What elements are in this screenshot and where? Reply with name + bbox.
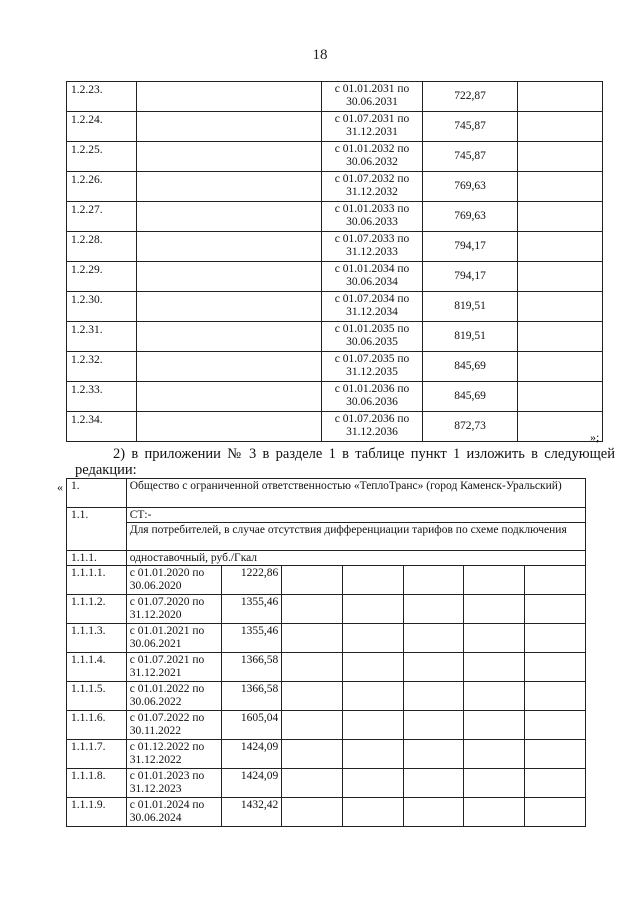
period-cell bbox=[322, 322, 423, 352]
one-part-label: одноставочный, руб./Гкал bbox=[126, 551, 585, 566]
period-end: 31.12.2023 bbox=[129, 783, 182, 795]
row-num: 1.2.28. bbox=[67, 232, 137, 262]
empty-cell bbox=[403, 711, 464, 740]
tariff-value: 819,51 bbox=[423, 292, 518, 322]
tariff-value: 1355,46 bbox=[222, 624, 282, 653]
period-start: с 01.07.2021 по bbox=[129, 654, 205, 666]
table-row bbox=[67, 322, 603, 352]
period-end: 31.12.2020 bbox=[129, 609, 182, 621]
period-end: 30.11.2022 bbox=[129, 725, 182, 737]
row-num: 1.1.1.4. bbox=[67, 653, 127, 682]
opening-quote-mark: « bbox=[57, 480, 63, 494]
period-cell bbox=[126, 682, 222, 711]
table-row bbox=[67, 382, 603, 412]
period-cell bbox=[322, 262, 423, 292]
empty-cell bbox=[282, 566, 343, 595]
empty-cell bbox=[137, 322, 322, 352]
empty-cell bbox=[342, 566, 403, 595]
tariff-value: 1366,58 bbox=[222, 682, 282, 711]
empty-cell bbox=[403, 595, 464, 624]
empty-cell bbox=[342, 798, 403, 827]
tariff-value: 1605,04 bbox=[222, 711, 282, 740]
period-cell bbox=[126, 769, 222, 798]
period-start: с 01.07.2036 по bbox=[334, 413, 410, 425]
row-num: 1.2.30. bbox=[67, 292, 137, 322]
empty-cell bbox=[525, 740, 586, 769]
empty-cell bbox=[464, 566, 525, 595]
period-start: с 01.01.2022 по bbox=[129, 683, 205, 695]
empty-cell bbox=[525, 624, 586, 653]
row-num: 1.2.33. bbox=[67, 382, 137, 412]
period-end: 30.06.2035 bbox=[346, 336, 398, 348]
period-cell bbox=[322, 412, 423, 442]
page-number: 18 bbox=[312, 47, 328, 63]
empty-cell bbox=[518, 172, 603, 202]
row-num: 1.1.1.9. bbox=[67, 798, 127, 827]
period-cell bbox=[322, 82, 423, 112]
empty-cell bbox=[464, 798, 525, 827]
empty-cell bbox=[518, 232, 603, 262]
period-start: с 01.07.2031 по bbox=[334, 113, 410, 125]
empty-cell bbox=[464, 740, 525, 769]
org-row bbox=[67, 479, 586, 508]
row-num: 1.2.34. bbox=[67, 412, 137, 442]
empty-cell bbox=[403, 624, 464, 653]
period-end: 31.12.2033 bbox=[346, 246, 398, 258]
tariff-value: 819,51 bbox=[423, 322, 518, 352]
tariff-value: 1355,46 bbox=[222, 595, 282, 624]
period-end: 31.12.2032 bbox=[346, 186, 398, 198]
empty-cell bbox=[137, 172, 322, 202]
empty-cell bbox=[518, 202, 603, 232]
one-part-row bbox=[67, 551, 586, 566]
empty-cell bbox=[282, 740, 343, 769]
one-part-num: 1.1.1. bbox=[67, 551, 127, 566]
period-cell bbox=[126, 711, 222, 740]
empty-cell bbox=[342, 711, 403, 740]
st-row bbox=[67, 508, 586, 523]
period-end: 31.12.2036 bbox=[346, 426, 398, 438]
period-start: с 01.12.2022 по bbox=[129, 741, 205, 753]
row-num: 1.1.1.3. bbox=[67, 624, 127, 653]
empty-cell bbox=[137, 292, 322, 322]
tariff-value: 1432,42 bbox=[222, 798, 282, 827]
period-cell bbox=[322, 352, 423, 382]
period-end: 31.12.2021 bbox=[129, 667, 182, 679]
tariff-value: 845,69 bbox=[423, 352, 518, 382]
row-num: 1.2.27. bbox=[67, 202, 137, 232]
empty-cell bbox=[282, 769, 343, 798]
row-num: 1.2.25. bbox=[67, 142, 137, 172]
table-row bbox=[67, 292, 603, 322]
empty-cell bbox=[137, 412, 322, 442]
empty-cell bbox=[403, 769, 464, 798]
period-cell bbox=[322, 232, 423, 262]
period-end: 30.06.2033 bbox=[346, 216, 398, 228]
period-end: 31.12.2031 bbox=[346, 126, 398, 138]
period-start: с 01.01.2035 по bbox=[334, 323, 410, 335]
diff-label: Для потребителей, в случае отсутствия дифференциации тарифов по схеме подключения bbox=[126, 523, 585, 551]
tariff-value: 745,87 bbox=[423, 112, 518, 142]
period-end: 30.06.2034 bbox=[346, 276, 398, 288]
period-start: с 01.01.2033 по bbox=[334, 203, 410, 215]
period-start: с 01.07.2032 по bbox=[334, 173, 410, 185]
row-num: 1.2.29. bbox=[67, 262, 137, 292]
tariff-table-continuation bbox=[66, 81, 603, 442]
table-row bbox=[67, 740, 586, 769]
empty-cell bbox=[464, 711, 525, 740]
empty-cell bbox=[464, 682, 525, 711]
row-num: 1.2.24. bbox=[67, 112, 137, 142]
empty-cell bbox=[403, 740, 464, 769]
empty-cell bbox=[342, 769, 403, 798]
period-cell bbox=[322, 382, 423, 412]
empty-cell bbox=[518, 292, 603, 322]
empty-cell bbox=[282, 798, 343, 827]
period-end: 30.06.2022 bbox=[129, 696, 182, 708]
empty-cell bbox=[403, 682, 464, 711]
tariff-value: 845,69 bbox=[423, 382, 518, 412]
row-num: 1.1.1.1. bbox=[67, 566, 127, 595]
table-row bbox=[67, 172, 603, 202]
empty-cell bbox=[137, 202, 322, 232]
empty-cell bbox=[342, 740, 403, 769]
period-end: 30.06.2031 bbox=[346, 96, 398, 108]
period-start: с 01.01.2034 по bbox=[334, 263, 410, 275]
period-end: 30.06.2021 bbox=[129, 638, 182, 650]
table-row bbox=[67, 769, 586, 798]
table-row bbox=[67, 682, 586, 711]
empty-cell bbox=[518, 82, 603, 112]
tariff-value: 1222,86 bbox=[222, 566, 282, 595]
row-num: 1.1.1.5. bbox=[67, 682, 127, 711]
period-start: с 01.01.2036 по bbox=[334, 383, 410, 395]
table-row bbox=[67, 798, 586, 827]
tariff-value: 769,63 bbox=[423, 172, 518, 202]
empty-cell bbox=[137, 82, 322, 112]
row-num: 1.2.26. bbox=[67, 172, 137, 202]
period-start: с 01.01.2032 по bbox=[334, 143, 410, 155]
diff-row bbox=[67, 523, 586, 551]
row-num: 1.1.1.6. bbox=[67, 711, 127, 740]
period-start: с 01.01.2031 по bbox=[334, 83, 410, 95]
empty-cell bbox=[137, 382, 322, 412]
tariff-value: 1366,58 bbox=[222, 653, 282, 682]
empty-cell bbox=[137, 232, 322, 262]
period-cell bbox=[322, 142, 423, 172]
empty-cell bbox=[342, 624, 403, 653]
table-row bbox=[67, 412, 603, 442]
empty-cell bbox=[403, 798, 464, 827]
period-end: 31.12.2022 bbox=[129, 754, 182, 766]
table-row bbox=[67, 142, 603, 172]
empty-cell bbox=[525, 711, 586, 740]
st-num: 1.1. bbox=[67, 508, 127, 551]
tariff-value: 1424,09 bbox=[222, 769, 282, 798]
period-start: с 01.07.2035 по bbox=[334, 353, 410, 365]
period-start: с 01.07.2022 по bbox=[129, 712, 205, 724]
empty-cell bbox=[518, 382, 603, 412]
table-row bbox=[67, 711, 586, 740]
period-cell bbox=[322, 172, 423, 202]
period-start: с 01.01.2023 по bbox=[129, 770, 205, 782]
table-row bbox=[67, 595, 586, 624]
tariff-table-new-edition bbox=[66, 478, 586, 827]
period-cell bbox=[322, 292, 423, 322]
row-num: 1.1.1.2. bbox=[67, 595, 127, 624]
empty-cell bbox=[518, 352, 603, 382]
period-end: 31.12.2035 bbox=[346, 366, 398, 378]
empty-cell bbox=[403, 566, 464, 595]
period-start: с 01.01.2021 по bbox=[129, 625, 205, 637]
empty-cell bbox=[525, 682, 586, 711]
period-start: с 01.07.2034 по bbox=[334, 293, 410, 305]
table-row bbox=[67, 82, 603, 112]
table-row bbox=[67, 202, 603, 232]
period-start: с 01.01.2020 по bbox=[129, 567, 205, 579]
row-num: 1.2.31. bbox=[67, 322, 137, 352]
empty-cell bbox=[464, 624, 525, 653]
empty-cell bbox=[137, 352, 322, 382]
empty-cell bbox=[464, 653, 525, 682]
empty-cell bbox=[525, 566, 586, 595]
tariff-value: 745,87 bbox=[423, 142, 518, 172]
table-row bbox=[67, 112, 603, 142]
tariff-value: 1424,09 bbox=[222, 740, 282, 769]
table-row bbox=[67, 232, 603, 262]
period-cell bbox=[126, 624, 222, 653]
empty-cell bbox=[137, 112, 322, 142]
empty-cell bbox=[464, 595, 525, 624]
row-num: 1.1.1.7. bbox=[67, 740, 127, 769]
table-row bbox=[67, 262, 603, 292]
empty-cell bbox=[137, 262, 322, 292]
empty-cell bbox=[518, 322, 603, 352]
table-row bbox=[67, 566, 586, 595]
empty-cell bbox=[525, 769, 586, 798]
empty-cell bbox=[518, 112, 603, 142]
row-num: 1.2.23. bbox=[67, 82, 137, 112]
table-row bbox=[67, 352, 603, 382]
closing-quote-mark: »; bbox=[590, 430, 600, 444]
st-label: СТ:- bbox=[126, 508, 585, 523]
period-cell bbox=[126, 740, 222, 769]
empty-cell bbox=[518, 262, 603, 292]
empty-cell bbox=[525, 595, 586, 624]
table-row bbox=[67, 624, 586, 653]
period-cell bbox=[126, 653, 222, 682]
table-row bbox=[67, 653, 586, 682]
tariff-value: 794,17 bbox=[423, 262, 518, 292]
period-start: с 01.07.2020 по bbox=[129, 596, 205, 608]
period-end: 30.06.2032 bbox=[346, 156, 398, 168]
empty-cell bbox=[137, 142, 322, 172]
period-end: 30.06.2024 bbox=[129, 812, 182, 824]
empty-cell bbox=[525, 798, 586, 827]
period-cell bbox=[322, 112, 423, 142]
period-cell bbox=[126, 595, 222, 624]
period-end: 30.06.2020 bbox=[129, 580, 182, 592]
empty-cell bbox=[282, 595, 343, 624]
empty-cell bbox=[342, 595, 403, 624]
tariff-value: 794,17 bbox=[423, 232, 518, 262]
period-end: 31.12.2034 bbox=[346, 306, 398, 318]
period-cell bbox=[126, 566, 222, 595]
period-end: 30.06.2036 bbox=[346, 396, 398, 408]
empty-cell bbox=[464, 769, 525, 798]
empty-cell bbox=[282, 711, 343, 740]
empty-cell bbox=[282, 653, 343, 682]
empty-cell bbox=[282, 682, 343, 711]
empty-cell bbox=[342, 682, 403, 711]
empty-cell bbox=[403, 653, 464, 682]
empty-cell bbox=[282, 624, 343, 653]
org-num: 1. bbox=[67, 479, 127, 508]
period-cell bbox=[126, 798, 222, 827]
empty-cell bbox=[342, 653, 403, 682]
row-num: 1.2.32. bbox=[67, 352, 137, 382]
org-name: Общество с ограниченной ответственностью «ТеплоТранс» (город Каменск-Уральский) bbox=[126, 479, 585, 508]
empty-cell bbox=[518, 142, 603, 172]
period-start: с 01.07.2033 по bbox=[334, 233, 410, 245]
tariff-value: 872,73 bbox=[423, 412, 518, 442]
amendment-paragraph: 2) в приложении № 3 в разделе 1 в таблице пункт 1 изложить в следующей редакции: bbox=[75, 446, 615, 478]
row-num: 1.1.1.8. bbox=[67, 769, 127, 798]
period-cell bbox=[322, 202, 423, 232]
tariff-value: 769,63 bbox=[423, 202, 518, 232]
tariff-value: 722,87 bbox=[423, 82, 518, 112]
empty-cell bbox=[525, 653, 586, 682]
period-start: с 01.01.2024 по bbox=[129, 799, 205, 811]
